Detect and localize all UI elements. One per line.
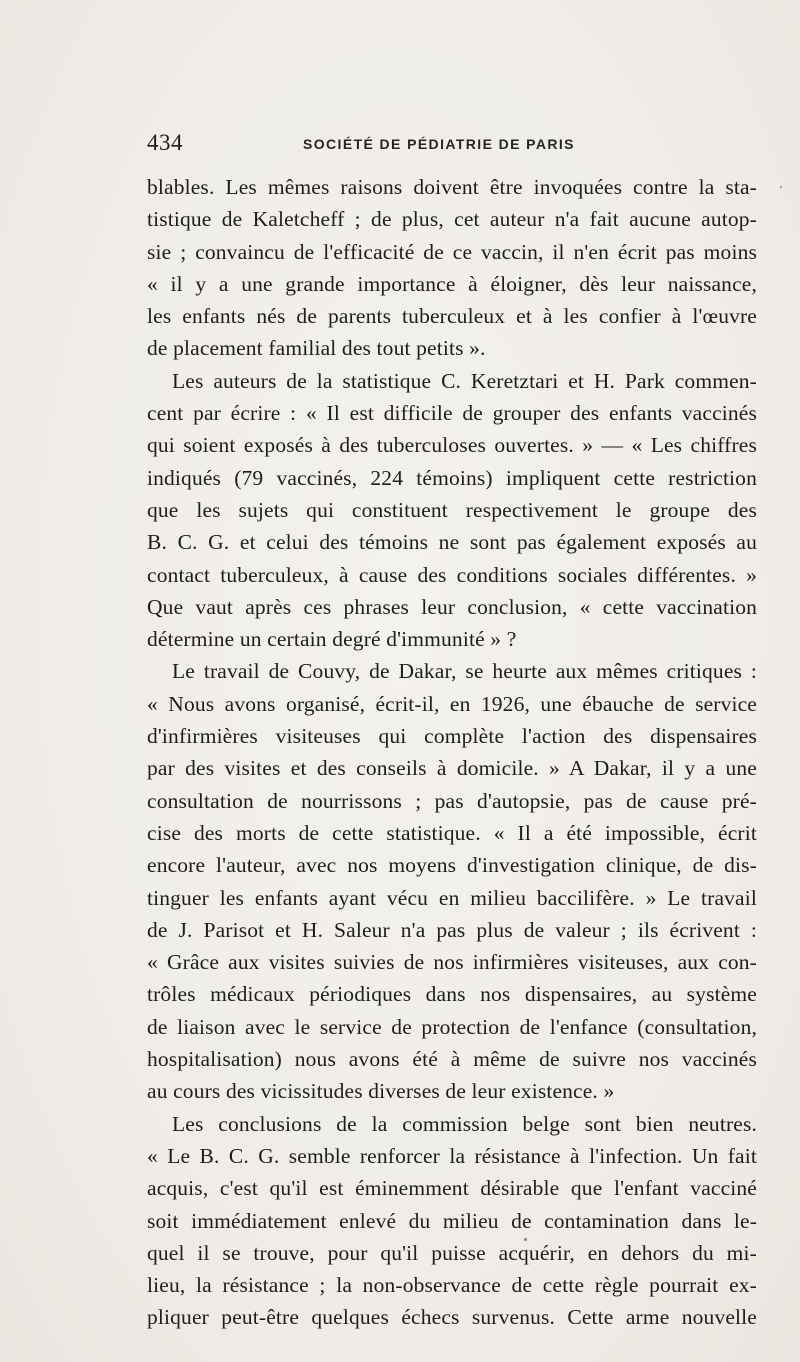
text-line: lieu, la résistance ; la non-observance de cette règle pourrait ex- [147, 1273, 757, 1298]
text-line: « Grâce aux visites suivies de nos infirmières visiteuses, aux con- [147, 950, 757, 975]
body-text [147, 171, 757, 1334]
text-line: tistique de Kaletcheff ; de plus, cet auteur n'a fait aucune autop- [147, 207, 757, 232]
text-line: soit immédiatement enlevé du milieu de contamination dans le- [147, 1208, 757, 1233]
text-line: Les auteurs de la statistique C. Keretztari et H. Park commen- [172, 368, 757, 393]
text-line: indiqués (79 vaccinés, 224 témoins) impliquent cette restriction [147, 465, 757, 490]
text-line: détermine un certain degré d'immunité » ? [147, 627, 517, 652]
text-line: par des visites et des conseils à domicile. » A Dakar, il y a une [147, 756, 757, 781]
running-head: SOCIÉTÉ DE PÉDIATRIE DE PARIS [303, 136, 575, 152]
page-number: 434 [147, 130, 183, 155]
text-line: trôles médicaux périodiques dans nos dispensaires, au système [147, 982, 757, 1007]
text-line: acquis, c'est qu'il est éminemment désirable que l'enfant vacciné [147, 1176, 757, 1201]
text-line: de J. Parisot et H. Saleur n'a pas plus de valeur ; ils écrivent : [147, 917, 757, 942]
text-line: B. C. G. et celui des témoins ne sont pas également exposés au [147, 530, 757, 555]
text-line: « il y a une grande importance à éloigner, dès leur naissance, [147, 271, 757, 296]
text-line: pliquer peut-être quelques échecs survenus. Cette arme nouvelle [147, 1305, 757, 1330]
text-line: « Le B. C. G. semble renforcer la résistance à l'infection. Un fait [147, 1143, 757, 1168]
text-line: blables. Les mêmes raisons doivent être invoquées contre la sta- [147, 175, 757, 199]
text-line: cise des morts de cette statistique. « Il a été impossible, écrit [147, 820, 757, 845]
text-line: Le travail de Couvy, de Dakar, se heurte aux mêmes critiques : [172, 659, 757, 684]
text-line: quel il se trouve, pour qu'il puisse acquérir, en dehors du mi- [147, 1240, 757, 1265]
paper-speck [780, 186, 782, 188]
text-line: d'infirmières visiteuses qui complète l'action des dispensaires [147, 724, 757, 749]
text-line: les enfants nés de parents tuberculeux et à les confier à l'œuvre [147, 304, 757, 329]
page-header [147, 130, 617, 160]
text-line: de placement familial des tout petits ». [147, 336, 486, 361]
text-line: cent par écrire : « Il est difficile de grouper des enfants vaccinés [147, 401, 757, 426]
text-line: contact tuberculeux, à cause des conditions sociales différentes. » [147, 562, 757, 587]
text-line: sie ; convaincu de l'efficacité de ce vaccin, il n'en écrit pas moins [147, 239, 757, 264]
text-line: que les sujets qui constituent respectivement le groupe des [147, 497, 757, 522]
text-line: de liaison avec le service de protection de l'enfance (consultation, [147, 1014, 757, 1039]
text-line: tinguer les enfants ayant vécu en milieu baccilifère. » Le travail [147, 885, 757, 910]
text-line: Les conclusions de la commission belge sont bien neutres. [172, 1111, 757, 1136]
text-line: qui soient exposés à des tuberculoses ouvertes. » — « Les chiffres [147, 433, 757, 458]
text-line: au cours des vicissitudes diverses de leur existence. » [147, 1079, 615, 1104]
paper-speck [524, 1238, 527, 1241]
text-line: Que vaut après ces phrases leur conclusion, « cette vaccination [147, 594, 757, 619]
text-line: « Nous avons organisé, écrit-il, en 1926, une ébauche de service [147, 691, 757, 716]
text-line: consultation de nourrissons ; pas d'autopsie, pas de cause pré- [147, 788, 757, 813]
text-line: encore l'auteur, avec nos moyens d'investigation clinique, de dis- [147, 853, 757, 878]
text-line: hospitalisation) nous avons été à même de suivre nos vaccinés [147, 1047, 757, 1072]
